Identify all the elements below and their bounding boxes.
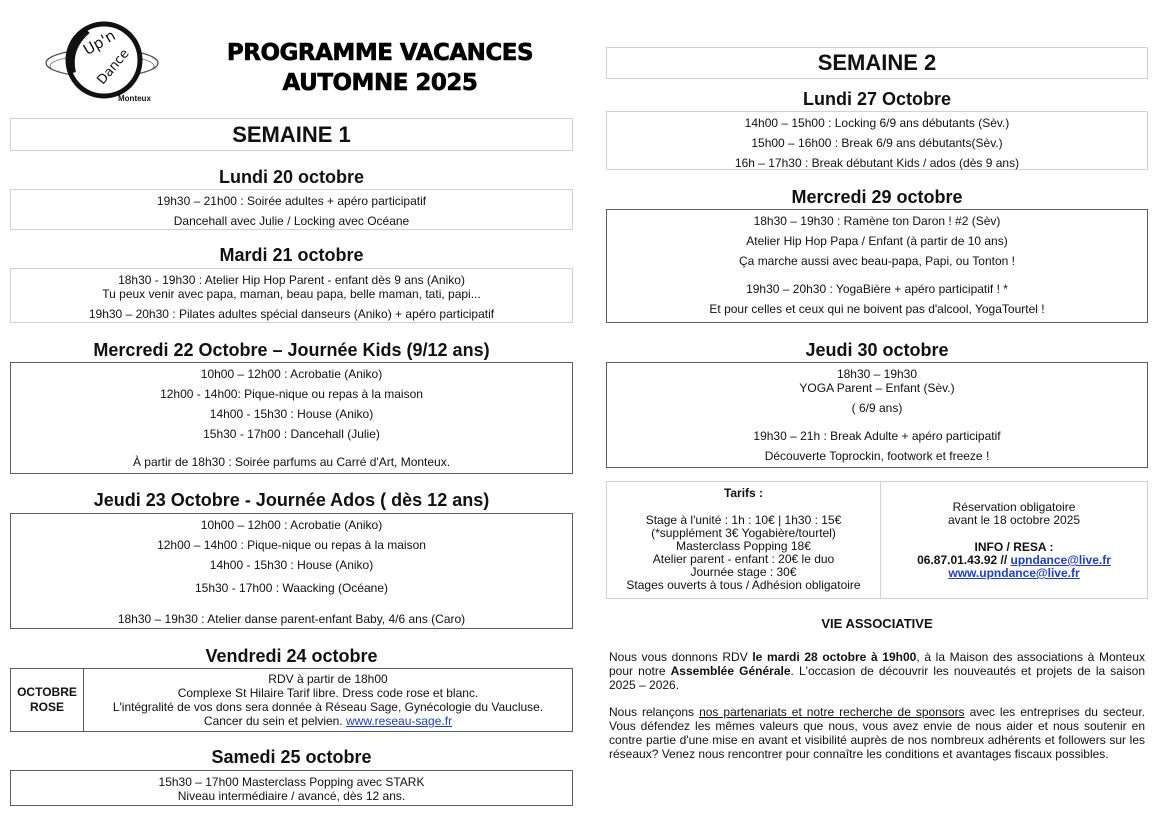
- schedule-line: 18h30 – 19h30 : Atelier danse parent-enfant Baby, 4/6 ans (Caro): [117, 612, 466, 626]
- schedule-line: 12h00 - 14h00: Pique-nique ou repas à la maison: [160, 387, 423, 401]
- schedule-line: [84, 714, 572, 728]
- schedule-line: 15h30 - 17h00 : Waacking (Océane): [194, 581, 388, 595]
- day-title-lundi-27: Lundi 27 Octobre: [802, 89, 952, 109]
- tarifs-table: [606, 481, 1148, 599]
- svg-text:Dance: Dance: [94, 46, 133, 88]
- schedule-line: 19h30 – 21h : Break Adulte + apéro participatif: [753, 429, 1001, 443]
- schedule-line: RDV à partir de 18h00: [268, 672, 388, 686]
- schedule-line: 14h00 – 15h00 : Locking 6/9 ans débutants (Sèv.): [744, 116, 1010, 130]
- text: , à la Maison des associations à Monteux pour notre: [609, 650, 1146, 678]
- schedule-line: 19h30 – 20h30 : YogaBière + apéro participatif ! *: [746, 282, 1008, 296]
- text: avec les entreprises du secteur. Vous défendez les mêmes valeurs que nous, vous avez envie de nous aider et nous soutenir en contre partie d'une mise en avant et visibilité auprès de nos nombreux adhérents et followers sur les réseaux? Venez nous rencontrer pour connaître les conditions et avantages fiscaux possibles.: [609, 705, 1145, 761]
- tarif-line: Stage à l'unité : 1h : 10€ | 1h30 : 15€: [645, 513, 842, 527]
- schedule-line: 16h – 17h30 : Break débutant Kids / ados (dès 9 ans): [734, 156, 1020, 170]
- schedule-line: 18h30 - 19h30 : Atelier Hip Hop Parent - enfant dès 9 ans (Aniko): [118, 273, 465, 287]
- schedule-line: Et pour celles et ceux qui ne boivent pas d'alcool, YogaTourtel !: [709, 302, 1045, 316]
- schedule-line: Atelier Hip Hop Papa / Enfant (à partir de 10 ans): [746, 234, 1008, 248]
- tarif-line: Atelier parent - enfant : 20€ le duo: [652, 552, 835, 566]
- title-line-1: PROGRAMME VACANCES: [226, 40, 534, 66]
- schedule-line: YOGA Parent – Enfant (Sèv.): [799, 381, 955, 395]
- day-box-samedi-25: [10, 770, 573, 806]
- schedule-line: 18h30 – 19h30: [836, 367, 918, 381]
- schedule-line: ( 6/9 ans): [851, 401, 903, 415]
- schedule-line: L'intégralité de vos dons sera donnée à Réseau Sage, Gynécologie du Vaucluse.: [112, 700, 544, 714]
- schedule-line: Découverte Toprockin, footwork et freeze !: [764, 449, 990, 463]
- text: . L'occasion de découvrir les nouveautés et projets de la saison 2025 – 2026.: [609, 664, 1145, 692]
- day-box-mercredi-22: [10, 362, 573, 474]
- website-link[interactable]: www.upndance@live.fr: [948, 566, 1080, 580]
- schedule-line: 12h00 – 14h00 : Pique-nique ou repas à la maison: [157, 538, 426, 552]
- week1-header: SEMAINE 1: [10, 118, 573, 151]
- tarifs-cell: [607, 482, 881, 598]
- schedule-line: À partir de 18h30 : Soirée parfums au Carré d'Art, Monteux.: [132, 455, 451, 469]
- day-title-vendredi-24: Vendredi 24 octobre: [205, 646, 378, 666]
- schedule-line: 15h00 – 16h00 : Break 6/9 ans débutants(Sèv.): [751, 136, 1003, 150]
- logo-graphic: [42, 18, 167, 106]
- reservation-cell: [881, 482, 1147, 598]
- week2-header: SEMAINE 2: [606, 47, 1148, 79]
- svg-text:Up'n: Up'n: [80, 26, 119, 59]
- meeting-date: le mardi 28 octobre à 19h00: [752, 650, 917, 664]
- day-title-lundi-20: Lundi 20 octobre: [218, 167, 364, 187]
- info-title: INFO / RESA :: [974, 540, 1054, 554]
- schedule-line: 15h30 – 17h00 Masterclass Popping avec STARK: [158, 775, 425, 789]
- schedule-line: Tu peux venir avec papa, maman, beau papa, belle maman, tati, papi...: [102, 287, 481, 301]
- sponsors-emphasis: nos partenariats et notre recherche de sponsors: [699, 705, 965, 719]
- title-line-2: AUTOMNE 2025: [282, 70, 478, 96]
- schedule-line: 10h00 – 12h00 : Acrobatie (Aniko): [200, 367, 383, 381]
- schedule-line: Dancehall avec Julie / Locking avec Océane: [173, 214, 410, 228]
- day-title-jeudi-23: Jeudi 23 Octobre - Journée Ados ( dès 12 ans): [93, 490, 490, 510]
- tarifs-title: Tarifs :: [723, 486, 764, 500]
- tarif-line: Masterclass Popping 18€: [676, 539, 811, 553]
- phone-number: 06.87.01.43.92 //: [917, 553, 1008, 567]
- assembly-name: Assemblée Générale: [670, 664, 791, 678]
- schedule-line: 14h00 - 15h30 : House (Aniko): [209, 407, 374, 421]
- schedule-line: 18h30 – 19h30 : Ramène ton Daron ! #2 (Sèv): [753, 214, 1001, 228]
- octobre-rose-content: [84, 669, 572, 731]
- club-logo: [42, 18, 167, 106]
- text: Nous relançons: [609, 705, 700, 719]
- schedule-line: Ça marche aussi avec beau-papa, Papi, ou Tonton !: [739, 254, 1015, 268]
- email-link[interactable]: upndance@live.fr: [1010, 553, 1111, 567]
- octobre-rose-label: [11, 669, 84, 731]
- vie-associative-paragraph-2: [609, 705, 1145, 761]
- text: Nous vous donnons RDV: [609, 650, 753, 664]
- day-box-jeudi-23: [10, 513, 573, 629]
- day-box-jeudi-30: [606, 362, 1148, 468]
- label-line: OCTOBRE: [17, 685, 77, 699]
- logo-subtitle: Monteux: [118, 94, 151, 103]
- schedule-line: 15h30 - 17h00 : Dancehall (Julie): [203, 427, 380, 441]
- reseau-sage-link[interactable]: www.reseau-sage.fr: [346, 714, 453, 728]
- day-title-jeudi-30: Jeudi 30 octobre: [805, 340, 949, 360]
- octobre-rose-table: [10, 668, 573, 732]
- day-title-samedi-25: Samedi 25 octobre: [211, 747, 372, 767]
- tarif-line: Stages ouverts à tous / Adhésion obligatoire: [626, 578, 861, 592]
- schedule-line: 19h30 – 21h00 : Soirée adultes + apéro participatif: [156, 194, 427, 208]
- day-title-mardi-21: Mardi 21 octobre: [219, 245, 364, 265]
- reservation-line: avant le 18 octobre 2025: [947, 513, 1081, 527]
- day-box-lundi-20: [10, 189, 573, 230]
- day-box-mercredi-29: [606, 209, 1148, 323]
- vie-associative-paragraph-1: [609, 650, 1145, 692]
- tarif-line: (*supplément 3€ Yogabière/tourtel): [651, 526, 836, 540]
- page-title: [190, 38, 570, 98]
- website-line: [881, 567, 1147, 580]
- schedule-line: 14h00 - 15h30 : House (Aniko): [209, 558, 374, 572]
- schedule-line: 10h00 – 12h00 : Acrobatie (Aniko): [200, 518, 383, 532]
- schedule-line: 19h30 – 20h30 : Pilates adultes spécial danseurs (Aniko) + apéro participatif: [88, 307, 495, 321]
- schedule-line: Niveau intermédiaire / avancé, dès 12 ans.: [177, 789, 406, 803]
- label-line: ROSE: [29, 700, 64, 714]
- day-title-mercredi-29: Mercredi 29 octobre: [791, 187, 963, 207]
- vie-associative-title: VIE ASSOCIATIVE: [821, 616, 933, 631]
- tarif-line: Journée stage : 30€: [690, 565, 797, 579]
- day-box-mardi-21: [10, 268, 573, 323]
- day-title-mercredi-22: Mercredi 22 Octobre – Journée Kids (9/12 ans): [93, 340, 490, 360]
- reservation-line: Réservation obligatoire: [952, 500, 1076, 514]
- line-text: Cancer du sein et pelvien.: [203, 714, 343, 728]
- schedule-line: Complexe St Hilaire Tarif libre. Dress code rose et blanc.: [177, 686, 479, 700]
- day-box-lundi-27: [606, 111, 1148, 170]
